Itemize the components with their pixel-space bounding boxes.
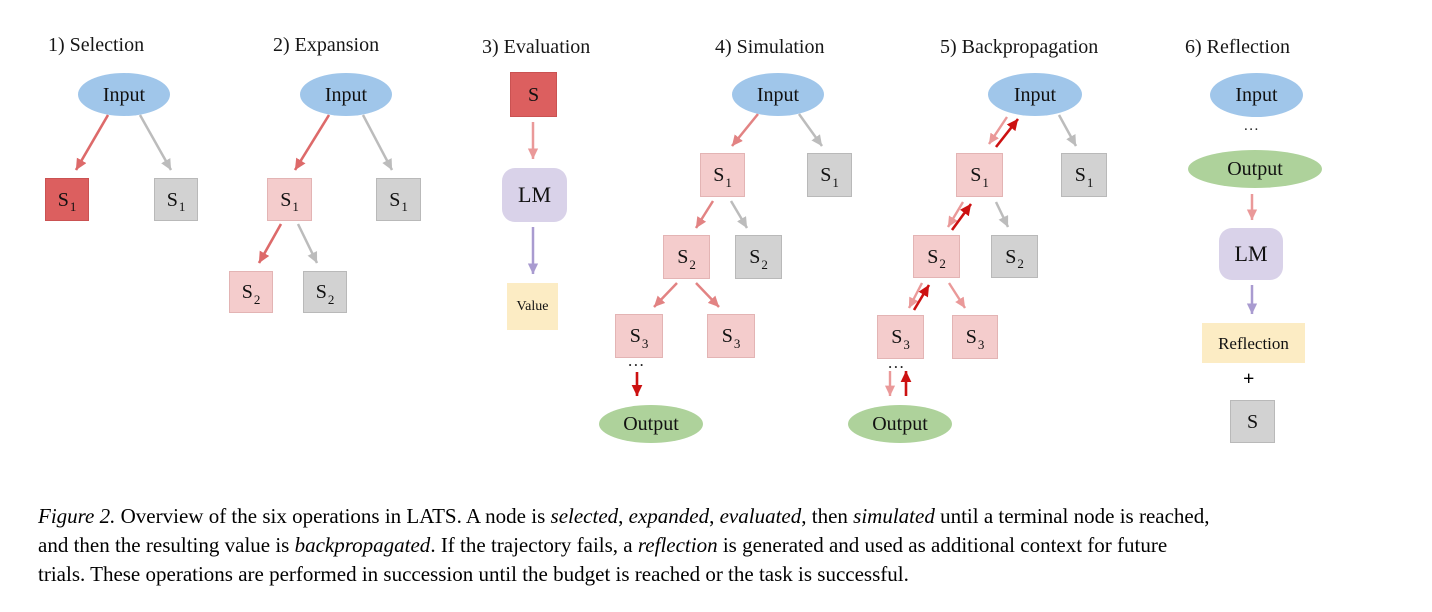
node-lm: LM bbox=[502, 168, 567, 222]
node-input: Input bbox=[988, 73, 1082, 116]
node-s2: S 2 bbox=[913, 235, 960, 278]
node-s3-right: S 3 bbox=[707, 314, 755, 358]
node-lm: LM bbox=[1219, 228, 1283, 280]
panel-title-evaluation: 3) Evaluation bbox=[482, 36, 591, 58]
node-s: S bbox=[510, 72, 557, 117]
panel-title-backpropagation: 5) Backpropagation bbox=[940, 36, 1099, 58]
node-s2-alt: S 2 bbox=[303, 271, 347, 313]
node-output: Output bbox=[848, 405, 952, 443]
arrow-sel-input-to-s1-selected bbox=[76, 115, 108, 170]
node-s2: S 2 bbox=[229, 271, 273, 313]
arrow-bp-s2-down-s3 bbox=[909, 283, 922, 308]
panel-title-reflection: 6) Reflection bbox=[1185, 36, 1290, 58]
node-s2-alt: S 2 bbox=[991, 235, 1038, 278]
arrow-sim-s1-to-s2 bbox=[696, 201, 713, 228]
node-input: Input bbox=[300, 73, 392, 116]
node-s1-alt: S 1 bbox=[376, 178, 421, 221]
arrow-sel-input-to-s1-alt bbox=[140, 115, 171, 170]
node-s1-selected: S 1 bbox=[45, 178, 89, 221]
figure-caption bbox=[38, 502, 1410, 589]
arrow-exp-input-to-s1-alt bbox=[363, 115, 392, 170]
node-input: Input bbox=[1210, 73, 1303, 117]
panel-title-expansion: 2) Expansion bbox=[273, 34, 380, 56]
arrow-bp-s1-to-s2-alt bbox=[996, 202, 1008, 227]
caption-line-3: trials. These operations are performed in succession until the budget is reached or the task is successful. bbox=[38, 562, 909, 586]
node-s3-left: S 3 bbox=[615, 314, 663, 358]
arrow-exp-input-to-s1 bbox=[295, 115, 329, 170]
node-s1: S 1 bbox=[267, 178, 312, 221]
arrow-bp-s2-to-s3-right bbox=[949, 283, 965, 308]
arrow-sim-s1-to-s2-alt bbox=[731, 201, 747, 228]
ellipsis-dots: ... bbox=[1244, 118, 1260, 134]
arrow-sim-s2-to-s3-left bbox=[654, 283, 677, 307]
panel-title-simulation: 4) Simulation bbox=[715, 36, 825, 58]
arrow-sim-s2-to-s3-right bbox=[696, 283, 719, 307]
node-s1-alt: S 1 bbox=[154, 178, 198, 221]
caption-line-1: Figure 2. Overview of the six operations in LATS. A node is selected, expanded, evaluated, then simulated until a terminal node is reached, bbox=[38, 504, 1210, 528]
arrow-bp-input-down-s1 bbox=[989, 117, 1007, 144]
node-s: S bbox=[1230, 400, 1275, 443]
node-s1-alt: S 1 bbox=[1061, 153, 1107, 197]
node-output: Output bbox=[1188, 150, 1322, 188]
node-s2-alt: S 2 bbox=[735, 235, 782, 279]
node-s1-alt: S 1 bbox=[807, 153, 852, 197]
plus-sign: + bbox=[1243, 368, 1255, 390]
arrow-exp-s1-to-s2 bbox=[259, 224, 281, 263]
node-s2: S 2 bbox=[663, 235, 710, 279]
arrow-sim-input-to-s1-alt bbox=[799, 114, 822, 146]
node-s1: S 1 bbox=[700, 153, 745, 197]
caption-line-2: and then the resulting value is backpropagated. If the trajectory fails, a reflection is generated and used as additional context for future bbox=[38, 533, 1168, 557]
node-reflection: Reflection bbox=[1202, 323, 1305, 363]
node-value: Value bbox=[507, 283, 558, 330]
arrow-bp-s3-up-s2 bbox=[914, 285, 929, 310]
ellipsis-dots: ... bbox=[888, 353, 906, 372]
node-s3-right: S 3 bbox=[952, 315, 998, 359]
arrow-bp-s1-up-input bbox=[996, 119, 1018, 147]
node-s3-left: S 3 bbox=[877, 315, 924, 359]
node-s1: S 1 bbox=[956, 153, 1003, 197]
ellipsis-dots: ... bbox=[628, 351, 646, 370]
node-input: Input bbox=[78, 73, 170, 116]
panel-title-selection: 1) Selection bbox=[48, 34, 145, 56]
node-output: Output bbox=[599, 405, 703, 443]
arrow-sim-input-to-s1 bbox=[732, 114, 758, 146]
arrow-exp-s1-to-s2-alt bbox=[298, 224, 317, 263]
arrow-bp-input-to-s1-alt bbox=[1059, 115, 1076, 146]
node-input: Input bbox=[732, 73, 824, 116]
